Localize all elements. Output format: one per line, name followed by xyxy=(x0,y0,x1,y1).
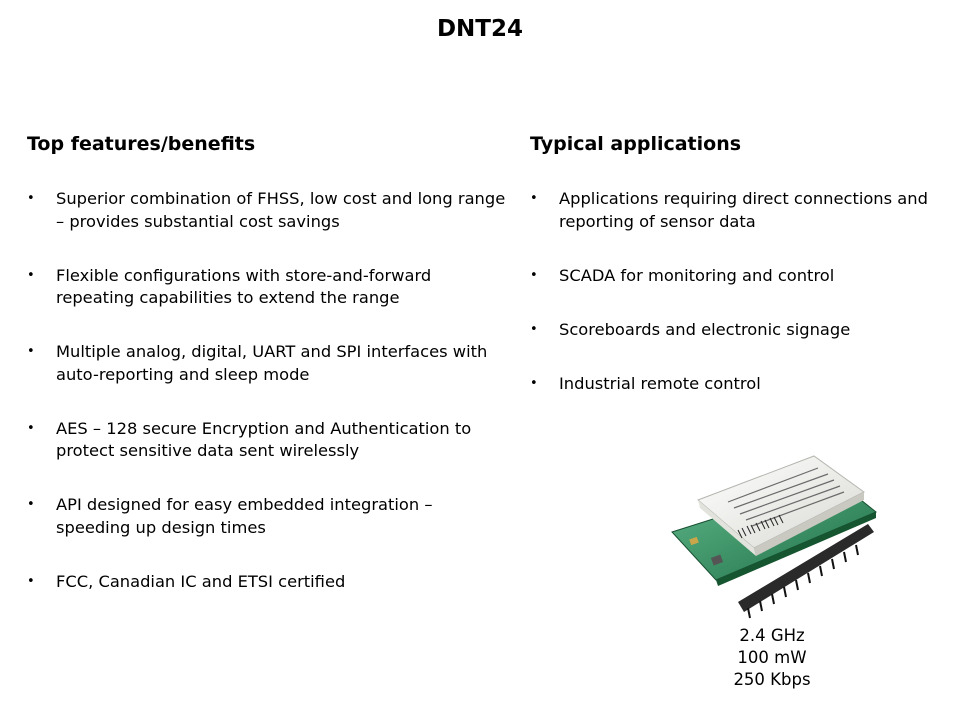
spec-data-rate: 250 Kbps xyxy=(733,670,811,689)
spec-power: 100 mW xyxy=(737,648,807,667)
rf-module-image xyxy=(668,452,880,622)
bullet-icon: • xyxy=(27,573,35,589)
list-item: • Multiple analog, digital, UART and SPI interfaces with auto-reporting and sleep mode xyxy=(27,342,488,384)
bullet-icon: • xyxy=(27,344,35,359)
features-list xyxy=(27,188,507,593)
bullet-icon: • xyxy=(530,191,538,206)
spec-frequency: 2.4 GHz xyxy=(739,626,805,645)
features-heading: Top features/benefits xyxy=(27,133,256,155)
list-item: • FCC, Canadian IC and ETSI certified xyxy=(27,571,507,594)
slide-title: DNT24 xyxy=(436,16,524,42)
list-item: • Industrial remote control xyxy=(530,373,955,396)
bullet-icon: • xyxy=(530,321,538,337)
list-item: • Scoreboards and electronic signage xyxy=(530,319,955,342)
bullet-icon: • xyxy=(27,420,35,436)
features-column xyxy=(27,131,507,625)
list-item: • Applications requiring direct connections and reporting of sensor data xyxy=(530,189,928,231)
list-item: • AES – 128 secure Encryption and Authentication to protect sensitive data sent wirelessly xyxy=(27,418,472,460)
bullet-icon: • xyxy=(530,375,538,391)
list-item: • SCADA for monitoring and control xyxy=(530,265,955,288)
bullet-icon: • xyxy=(27,191,35,206)
applications-heading: Typical applications xyxy=(530,133,742,155)
bullet-icon: • xyxy=(27,267,35,283)
list-item: • Superior combination of FHSS, low cost and long range – provides substantial cost savings xyxy=(27,189,506,231)
bullet-icon: • xyxy=(530,267,538,283)
list-item: • API designed for easy embedded integration – speeding up design times xyxy=(27,495,433,537)
list-item: • Flexible configurations with store-and-forward repeating capabilities to extend the range xyxy=(27,265,432,307)
applications-list xyxy=(530,188,955,395)
bullet-icon: • xyxy=(27,497,35,512)
applications-column xyxy=(530,131,955,427)
specs-block xyxy=(672,625,872,691)
